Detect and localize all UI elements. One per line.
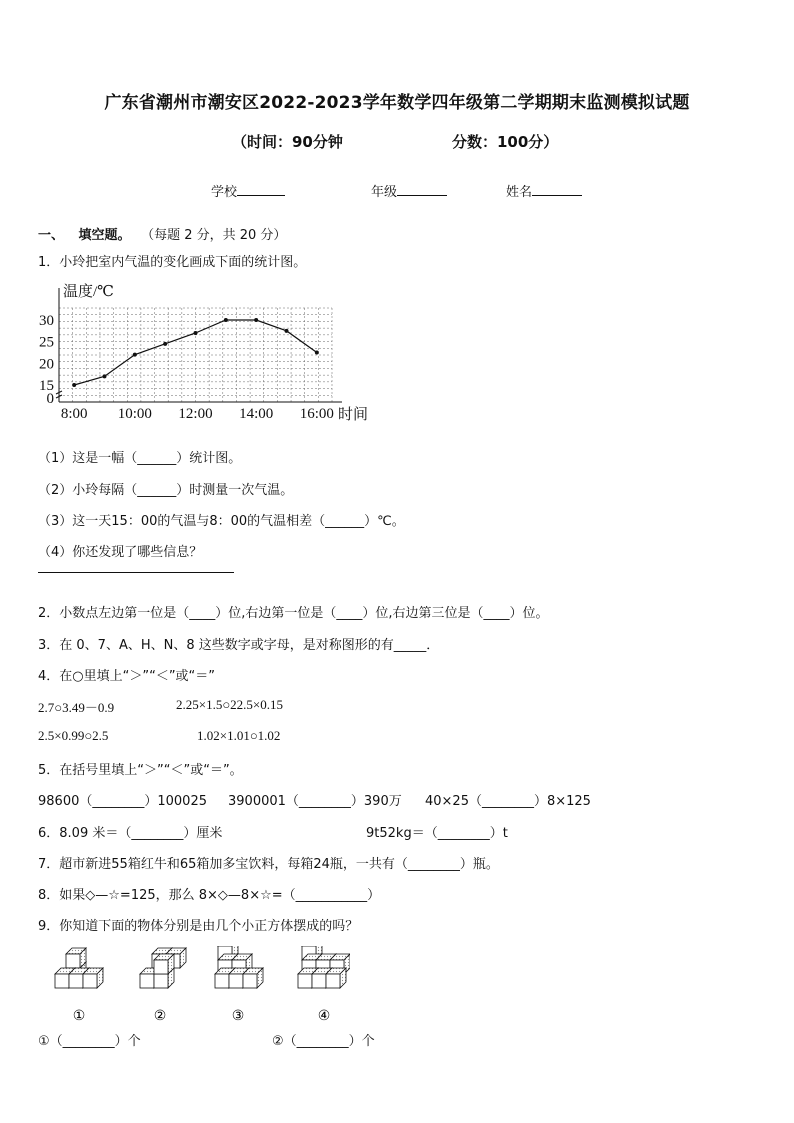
school-field[interactable] xyxy=(211,181,285,200)
school-label: 学校 xyxy=(211,185,238,200)
x-tick-label: 8:00 xyxy=(60,406,88,422)
question-5: 5．在括号里填上“＞”“＜”或“＝”。 xyxy=(38,763,243,778)
figure-label-3: ③ xyxy=(231,1009,245,1024)
data-point xyxy=(72,383,76,387)
grade-field[interactable] xyxy=(371,181,447,200)
q5-item-2: 3900001（________）390万 xyxy=(228,794,402,809)
question-2: 2．小数点左边第一位是（____）位,右边第一位是（____）位,右边第三位是（____）位。 xyxy=(38,606,549,621)
temperature-line-chart xyxy=(36,276,376,432)
x-tick-label: 10:00 xyxy=(117,406,152,422)
exam-title: 广东省潮州市潮安区2022-2023学年数学四年级第二学期期末监测模拟试题 xyxy=(104,93,690,113)
y-axis-title: 温度/℃ xyxy=(63,284,114,300)
score-label: 分数：100分） xyxy=(452,133,559,151)
data-point xyxy=(285,329,289,333)
data-point xyxy=(194,331,198,335)
section-note: （每题 2 分，共 20 分） xyxy=(141,228,287,243)
q9-answer-2: ②（________）个 xyxy=(272,1034,375,1049)
grade-label: 年级 xyxy=(371,185,398,200)
data-point xyxy=(224,318,228,322)
question-1-part-4: （4）你还发现了哪些信息？ xyxy=(38,545,203,560)
section-number: 一、 xyxy=(38,228,65,243)
figure-label-4: ④ xyxy=(317,1009,331,1024)
school-blank[interactable] xyxy=(237,182,285,196)
x-tick-label: 16:00 xyxy=(299,406,334,422)
q4-item-3: 2.5×0.99○2.5 xyxy=(38,728,109,743)
figure-label-2: ② xyxy=(153,1009,167,1024)
data-point xyxy=(254,318,258,322)
grade-blank[interactable] xyxy=(397,182,447,196)
q5-item-1: 98600（________）100025 xyxy=(38,794,207,809)
data-point xyxy=(163,342,167,346)
time-label: （时间：90分钟 xyxy=(232,133,343,151)
name-blank[interactable] xyxy=(532,182,582,196)
question-1-part-3: （3）这一天15：00的气温与8：00的气温相差（______）℃。 xyxy=(38,514,405,529)
y-tick-label: 20 xyxy=(39,356,54,373)
question-3: 3．在 0、7、A、H、N、8 这些数字或字母，是对称图形的有_____． xyxy=(38,638,440,653)
question-1: 1．小玲把室内气温的变化画成下面的统计图。 xyxy=(38,255,307,270)
chart-grid xyxy=(59,308,332,402)
question-7: 7．超市新进55箱红牛和65箱加多宝饮料，每箱24瓶，一共有（________）瓶。 xyxy=(38,857,499,872)
cube-figures xyxy=(50,946,350,1028)
data-point xyxy=(315,351,319,355)
figure-2-cube xyxy=(154,954,174,974)
question-1-part-1: （1）这是一幅（______）统计图。 xyxy=(38,451,242,466)
answer-line[interactable] xyxy=(38,572,234,573)
x-axis-title: 时间 xyxy=(338,407,369,423)
chart-axes xyxy=(56,288,342,402)
figure-1-cube xyxy=(83,968,103,988)
q4-item-2: 2.25×1.5○22.5×0.15 xyxy=(176,697,284,712)
y-tick-label: 0 xyxy=(46,391,54,407)
question-8: 8．如果◇—☆=125，那么 8×◇—8×☆=（___________） xyxy=(38,888,381,903)
figure-1-cube xyxy=(66,948,86,968)
data-point xyxy=(133,353,137,357)
section-heading xyxy=(38,224,286,243)
q5-item-3: 40×25（________）8×125 xyxy=(425,794,591,809)
y-tick-label: 15 xyxy=(39,378,54,394)
question-4: 4．在○里填上“＞”“＜”或“＝” xyxy=(38,669,216,684)
x-tick-label: 12:00 xyxy=(178,406,213,422)
figure-3-cube xyxy=(243,968,263,988)
name-field[interactable] xyxy=(506,181,582,200)
figure-label-1: ① xyxy=(72,1009,86,1024)
q9-answer-1: ①（________）个 xyxy=(38,1034,141,1049)
figure-4-cube xyxy=(326,968,346,988)
name-label: 姓名 xyxy=(506,185,533,200)
q4-item-4: 1.02×1.01○1.02 xyxy=(197,728,281,743)
section-title: 填空题。 xyxy=(78,228,131,243)
data-point xyxy=(103,374,107,378)
y-tick-label: 30 xyxy=(39,313,54,329)
q4-item-1: 2.7○3.49－0.9 xyxy=(38,700,115,715)
x-tick-label: 14:00 xyxy=(239,406,274,422)
question-1-part-2: （2）小玲每隔（______）时测量一次气温。 xyxy=(38,483,294,498)
question-6a: 6．8.09 米＝（________）厘米 xyxy=(38,826,223,841)
question-9: 9．你知道下面的物体分别是由几个小正方体摆成的吗？ xyxy=(38,919,359,934)
y-tick-label: 25 xyxy=(39,334,54,351)
question-6b: 9t52kg＝（________）t xyxy=(366,826,508,841)
